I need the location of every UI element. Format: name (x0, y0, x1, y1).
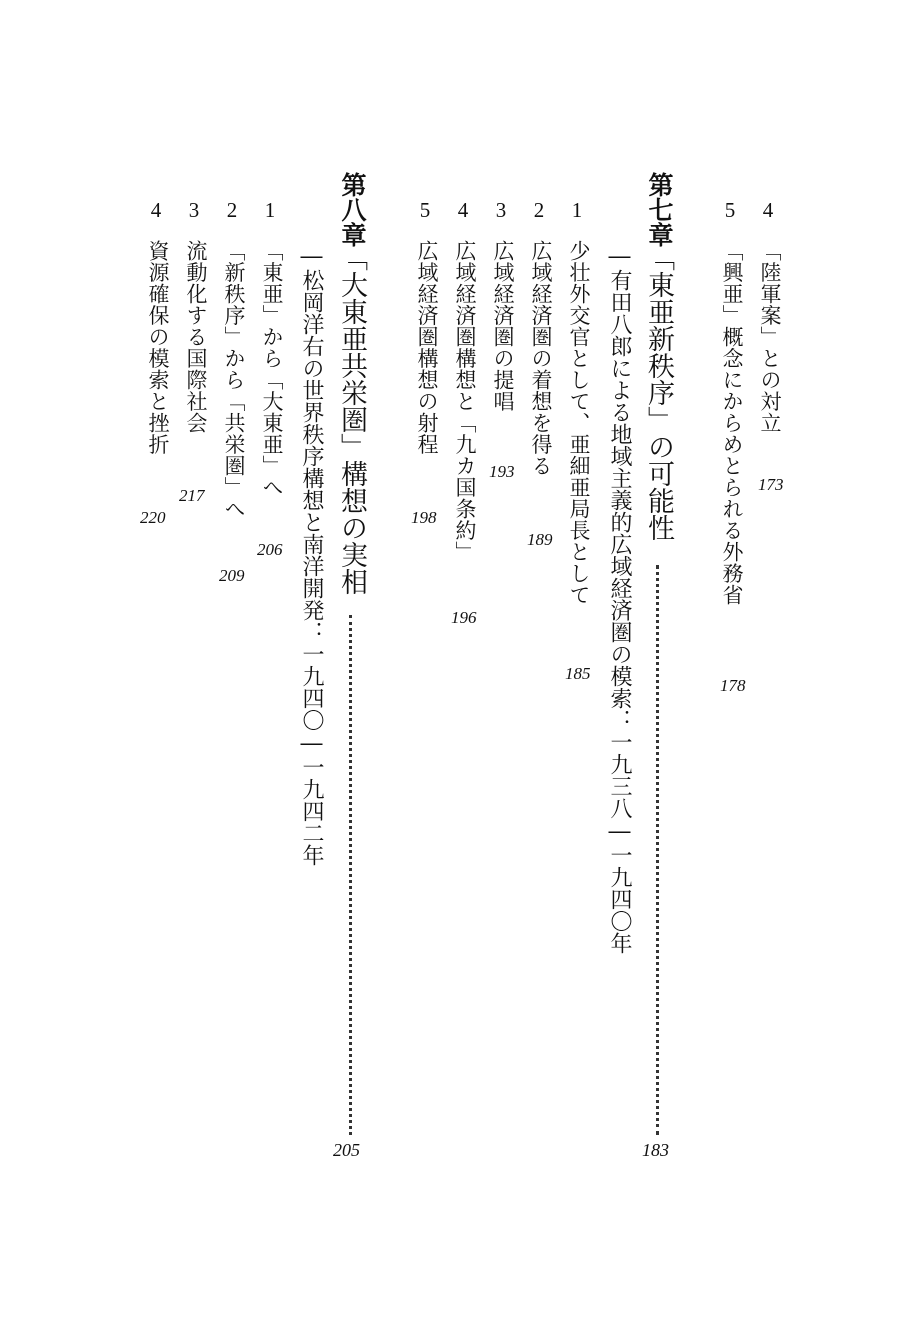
leader-dots (656, 565, 659, 1135)
chapter-subtitle: ―有田八郎による地域主義的広域経済圏の模索：一九三八―一九四〇年 (607, 244, 632, 954)
chapter-title: 「東亜新秩序」の可能性 (643, 244, 674, 541)
chapter-label: 第八章 (338, 172, 367, 247)
entry-page: 206 (257, 540, 283, 559)
entry-page: 178 (720, 676, 746, 695)
chapter-title: 「大東亜共栄圏」構想の実相 (336, 244, 367, 595)
entry-number: 5 (724, 198, 736, 222)
entry-title: 流動化する国際社会 (184, 240, 208, 434)
entry-title: 「新秩序」から「共栄圏」へ (222, 240, 246, 520)
entry-number: 5 (419, 198, 431, 222)
entry-page: 185 (565, 664, 591, 683)
entry-title: 広域経済圏の提唱 (491, 240, 515, 412)
entry-title: 「東亜」から「大東亜」へ (260, 240, 284, 498)
entry-number: 2 (533, 198, 545, 222)
chapter-subtitle: ―松岡洋右の世界秩序構想と南洋開発：一九四〇―一九四二年 (299, 244, 324, 866)
entry-number: 4 (457, 198, 469, 222)
entry-number: 3 (495, 198, 507, 222)
entry-page: 173 (758, 475, 784, 494)
entry-number: 1 (264, 198, 276, 222)
entry-title: 資源確保の模索と挫折 (146, 240, 170, 455)
entry-number: 4 (150, 198, 162, 222)
entry-number: 2 (226, 198, 238, 222)
chapter-page: 205 (333, 1140, 360, 1160)
entry-page: 209 (219, 566, 245, 585)
entry-number: 1 (571, 198, 583, 222)
entry-page: 189 (527, 530, 553, 549)
entry-title: 「興亜」概念にからめとられる外務省 (720, 240, 744, 606)
entry-title: 「陸軍案」との対立 (758, 240, 782, 434)
chapter-page: 183 (642, 1140, 669, 1160)
entry-page: 217 (179, 486, 205, 505)
entry-number: 4 (762, 198, 774, 222)
chapter-label: 第七章 (645, 172, 674, 247)
entry-number: 3 (188, 198, 200, 222)
leader-dots (349, 615, 352, 1135)
entry-title: 広域経済圏構想と「九カ国条約」 (453, 240, 477, 563)
entry-page: 193 (489, 462, 515, 481)
entry-page: 198 (411, 508, 437, 527)
entry-title: 広域経済圏の着想を得る (529, 240, 553, 477)
entry-title: 少壮外交官として、亜細亜局長として (567, 240, 591, 606)
entry-title: 広域経済圏構想の射程 (415, 240, 439, 455)
entry-page: 220 (140, 508, 166, 527)
entry-page: 196 (451, 608, 477, 627)
